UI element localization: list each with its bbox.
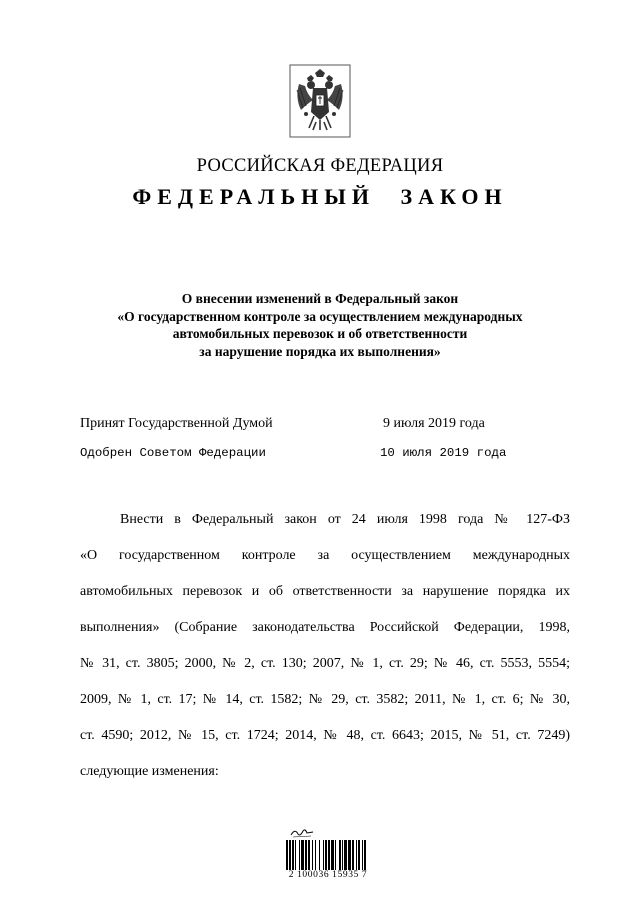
body-line: следующие изменения: (80, 764, 219, 779)
law-title-line: автомобильных перевозок и об ответственности (172, 326, 468, 341)
law-title-line: О внесении изменений в Федеральный закон (181, 291, 459, 306)
law-title-line: «О государственном контроле за осуществлением международных (117, 308, 523, 324)
body-line: ст. 4590; 2012, № 15, ст. 1724; 2014, № 48, ст. 6643; 2015, № 51, ст. 7249) (80, 728, 570, 743)
body-line: выполнения» (Собрание законодательства Российской Федерации, 1998, (80, 620, 570, 635)
body-line: «О государственном контроле за осуществлением международных (80, 548, 570, 563)
country-heading: РОССИЙСКАЯ ФЕДЕРАЦИЯ (196, 156, 444, 176)
body-line: 2009, № 1, ст. 17; № 14, ст. 1582; № 29, ст. 3582; 2011, № 1, ст. 6; № 30, (80, 692, 570, 707)
barcode-icon (286, 840, 368, 870)
signature-mark-icon (290, 826, 314, 838)
body-line: Внести в Федеральный закон от 24 июля 1998 года № 127-ФЗ (120, 512, 570, 527)
duma-label: Принят Государственной Думой (80, 416, 273, 431)
state-emblem-icon (289, 64, 351, 138)
law-title-line: за нарушение порядка их выполнения» (199, 343, 441, 359)
barcode-bar (366, 840, 367, 870)
law-title (60, 290, 580, 360)
barcode-number: 2 100036 15935 7 (288, 870, 368, 880)
body-line: № 31, ст. 3805; 2000, № 2, ст. 130; 2007, № 1, ст. 29; № 46, ст. 5553, 5554; (80, 656, 570, 671)
body-line: автомобильных перевозок и об ответственности за нарушение порядка их (80, 584, 570, 599)
document-kind-heading: ФЕДЕРАЛЬНЫЙ ЗАКОН (132, 184, 508, 209)
council-label: Одобрен Советом Федерации (80, 446, 266, 460)
council-date: 10 июля 2019 года (380, 446, 507, 460)
duma-date: 9 июля 2019 года (383, 416, 485, 431)
barcode-block (282, 822, 374, 882)
